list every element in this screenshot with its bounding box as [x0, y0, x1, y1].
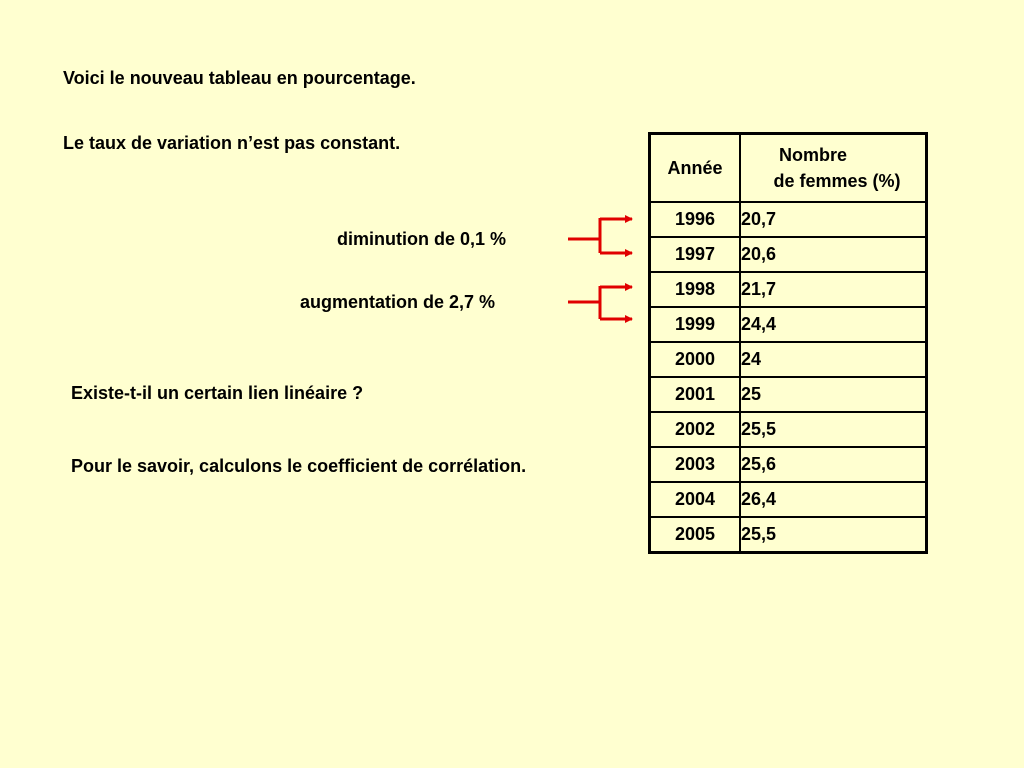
variation-arrows [560, 205, 640, 335]
year-cell: 1997 [650, 237, 741, 272]
value-cell: 25,6 [740, 447, 927, 482]
increase-note: augmentation de 2,7 % [300, 292, 496, 312]
decrease-bracket-icon [568, 218, 632, 253]
decrease-note: diminution de 0,1 % [337, 229, 507, 249]
table-row [650, 517, 927, 553]
year-cell: 1999 [650, 307, 741, 342]
value-cell: 21,7 [740, 272, 927, 307]
value-cell: 25 [740, 377, 927, 412]
table-row [650, 482, 927, 517]
value-cell: 24,4 [740, 307, 927, 342]
year-cell: 2000 [650, 342, 741, 377]
value-cell: 25,5 [740, 412, 927, 447]
percentage-table [648, 132, 928, 554]
conclusion-text: Pour le savoir, calculons le coefficient de corrélation. [71, 456, 527, 476]
year-cell: 2003 [650, 447, 741, 482]
table-row [650, 202, 927, 237]
value-cell: 24 [740, 342, 927, 377]
table-header-row [650, 134, 927, 203]
table-row [650, 272, 927, 307]
increase-bracket-icon [568, 286, 632, 319]
statement-text: Le taux de variation n’est pas constant. [63, 133, 401, 153]
question-text: Existe-t-il un certain lien linéaire ? [71, 383, 364, 403]
value-cell: 26,4 [740, 482, 927, 517]
header-year: Année [650, 134, 741, 203]
header-value [740, 134, 927, 203]
value-cell: 25,5 [740, 517, 927, 553]
table-row [650, 377, 927, 412]
table-row [650, 237, 927, 272]
year-cell: 1996 [650, 202, 741, 237]
intro-text: Voici le nouveau tableau en pourcentage. [63, 68, 416, 88]
header-value-line2: de femmes (%) [773, 171, 901, 191]
table-row [650, 447, 927, 482]
year-cell: 2005 [650, 517, 741, 553]
table-row [650, 342, 927, 377]
header-value-line1: Nombre [778, 145, 847, 165]
year-cell: 2004 [650, 482, 741, 517]
value-cell: 20,6 [740, 237, 927, 272]
year-cell: 2002 [650, 412, 741, 447]
year-cell: 2001 [650, 377, 741, 412]
table-row [650, 307, 927, 342]
table-row [650, 412, 927, 447]
year-cell: 1998 [650, 272, 741, 307]
value-cell: 20,7 [740, 202, 927, 237]
